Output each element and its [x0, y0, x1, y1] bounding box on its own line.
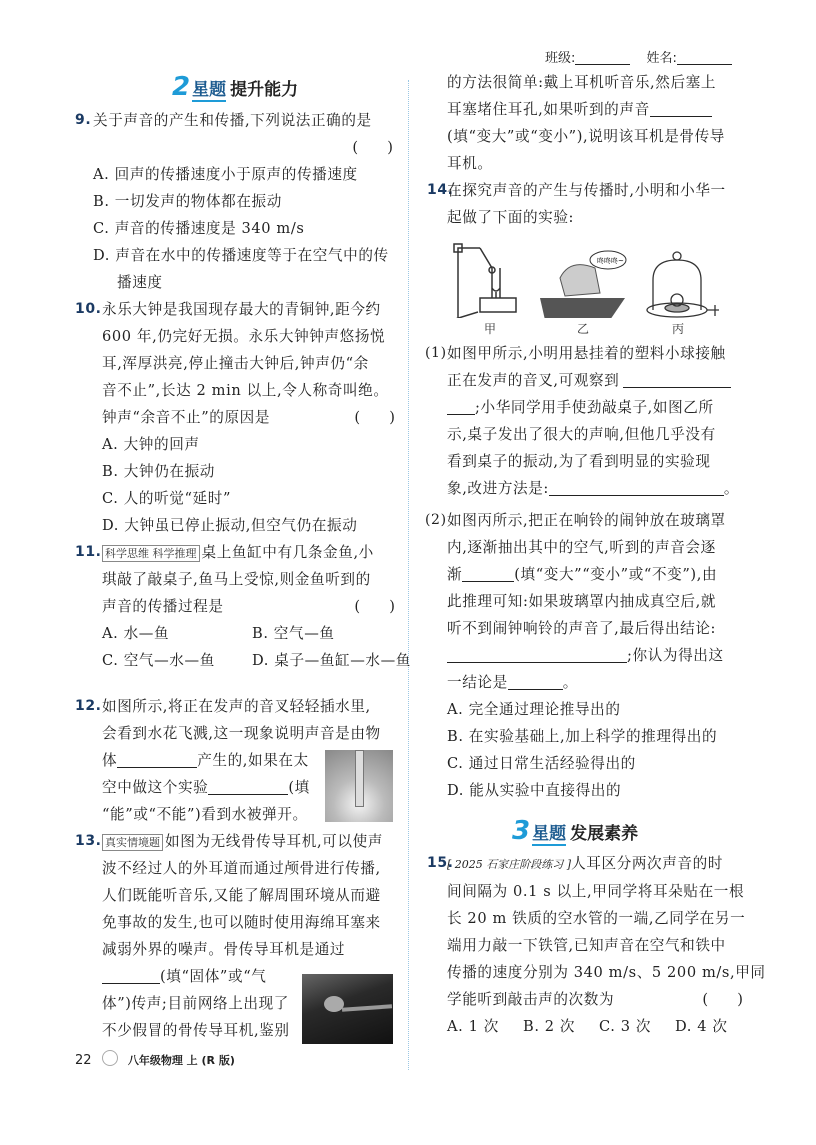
answer-bracket[interactable]: ( ) — [354, 598, 395, 615]
option-c: C. 3 次 — [599, 1018, 652, 1035]
figure-label-bing: 丙 — [672, 322, 685, 336]
figure-bing-bell-jar — [645, 250, 725, 320]
figure-jia-tuning-fork — [450, 238, 530, 318]
answer-bracket[interactable]: ( ) — [702, 991, 743, 1008]
answer-blank[interactable] — [623, 369, 731, 388]
student-info — [545, 46, 732, 66]
option-d: D. 大钟虽已停止振动,但空气仍在振动 — [102, 517, 358, 534]
option-c: C. 空气—水—鱼 — [102, 652, 215, 669]
option-d: D. 声音在水中的传播速度等于在空气中的传 — [93, 247, 389, 264]
bone-conduction-headphone-photo — [302, 974, 393, 1044]
figure-label-jia: 甲 — [484, 322, 497, 336]
option-b: B. 一切发声的物体都在振动 — [93, 193, 282, 210]
page-number: 22 — [75, 1053, 92, 1068]
answer-blank[interactable] — [650, 98, 712, 117]
option-a: A. 完全通过理论推导出的 — [447, 701, 621, 718]
answer-bracket[interactable]: ( ) — [354, 409, 395, 426]
name-label: 姓名: — [646, 51, 677, 66]
book-title: 八年级物理 上 (R 版) — [127, 1054, 235, 1067]
figure-yi-hand-knocking — [540, 248, 630, 318]
answer-blank[interactable] — [462, 563, 514, 582]
star-number-icon: 2 — [172, 72, 191, 102]
option-c: C. 声音的传播速度是 340 m/s — [93, 220, 305, 237]
option-b: B. 空气—鱼 — [252, 625, 335, 642]
option-d: D. 桌子—鱼缸—水—鱼 — [252, 652, 412, 669]
name-field[interactable] — [677, 46, 732, 65]
section-2star-title: 2 星题 提升能力 — [172, 72, 299, 102]
answer-bracket[interactable]: ( ) — [352, 139, 393, 156]
option-a: A. 回声的传播速度小于原声的传播速度 — [93, 166, 358, 183]
tag-real-scenario: 真实情境题 — [102, 834, 163, 851]
answer-blank[interactable] — [447, 644, 627, 663]
page-footer — [75, 1050, 235, 1068]
speech-bubble-text: 咚咚咚~ — [597, 257, 624, 265]
answer-blank[interactable] — [208, 776, 288, 795]
answer-blank[interactable] — [447, 396, 475, 415]
option-a: A. 1 次 — [447, 1018, 499, 1035]
class-field[interactable] — [575, 46, 630, 65]
option-c: C. 通过日常生活经验得出的 — [447, 755, 636, 772]
answer-blank[interactable] — [102, 965, 160, 984]
mascot-icon — [102, 1050, 118, 1066]
option-c: C. 人的听觉“延时” — [102, 490, 232, 507]
option-b: B. 2 次 — [523, 1018, 576, 1035]
workbook-page: 班级: 姓名: 2 星题 提升能力 9. 关于声音的产生和传播,下列说法正确的是 ( ) A. 回声的传播速度小于原声的传播速度 B. 一切发声的物体都在振动 C. 声音的传播速度是 340 m/s D. 声音在水中的传播速度等于在空气中的传 播速度 10. 永乐大钟是我国现存最大的青铜钟,距今约 600 年,仍完好无损。永乐大钟钟声悠扬悦 耳,浑厚洪亮,停止撞击大钟后,钟声仍“余 音不止”,长达 2 min 以上,令人称奇叫绝。 钟声“余音不止”的原因是 ( ) A. 大钟的回声 B. 大钟仍在振动 C. 人的听觉“延时” D. 大钟虽已停止振动,但空气仍在振动 11. 科学思维 科学推理 桌上鱼缸中有几条金鱼,小 琪敲了敲桌子,鱼马上受惊,则金鱼听到的 声音的传播过程是 ( ) A. 水—鱼 B. 空气—鱼 C. 空气—水—鱼 D. 桌子—鱼缸—水—鱼 12. 如图所示,将正在发声的音叉轻轻插水里, 会看到水花飞溅,这一现象说明声音是由物 体 产生的,如果在太 空中做这个实验 (填 “能”或“不能”)看到水被弹开。 13. 真实情境题 如图为无线骨传导耳机,可以使声 波不经过人的外耳道而通过颅骨进行传播, 人们既能听音乐,又能了解周围环境从而避 免事故的发生,也可以随时使用海绵耳塞来 减弱外界的噪声。骨传导耳机是通过 (填“固体”或“气 体”)传声;目前网络上出现了 不少假冒的骨传导耳机,鉴别 22 八年级物理 上 (R 版) 的方法很简单:戴上耳机听音乐,然后塞上 耳塞堵住耳孔,如果听到的声音 (填“变大”或“变小”),说明该耳机是骨传导 耳机。 14. 在探究声音的产生与传播时,小明和小华一 起做了下面的实验: 咚咚咚~ 甲 乙 丙 (1) 如图甲所示,小明用悬挂着的塑料小球接触 正在发声的音叉,可观察到 ;小华同学用手使劲敲桌子,如图乙所 示,桌子发出了很大的声响,但他几乎没有 看到桌子的振动,为了看到明显的实验现 象,改进方法是: 。 (2) 如图丙所示,把正在响铃的闹钟放在玻璃罩 内,逐渐抽出其中的空气,听到的声音会逐 渐 (填“变大”“变小”或“不变”),由 此推理可知:如果玻璃罩内抽成真空后,就 听不到闹钟响铃的声音了,最后得出结论: ;你认为得出这 一结论是 。 A. 完全通过理论推导出的 B. 在实验基础上,加上科学的推理得出的 C. 通过日常生活经验得出的 D. 能从实验中直接得出的 3 星题 发展素养 15. [ 2025 石家庄阶段练习 ]人耳区分两次声音的时 间间隔为 0.1 s 以上,甲同学将耳朵贴在一根 长 20 m 铁质的空水管的一端,乙同学在另一 端用力敲一下铁管,已知声音在空气和铁中 传播的速度分别为 340 m/s、5 200 m/s,甲同 学能听到敲击声的次数为 ( ) A. 1 次 B. 2 次 C. 3 次 D. 4 次 — [0, 0, 816, 1145]
source-tag: [ 2025 石家庄阶段练习 ] — [447, 858, 572, 871]
option-d: D. 4 次 — [675, 1018, 728, 1035]
column-divider — [408, 80, 409, 1070]
option-a: A. 大钟的回声 — [102, 436, 200, 453]
tag-science-thinking: 科学思维 科学推理 — [102, 545, 200, 562]
star-number-icon: 3 — [512, 816, 531, 846]
answer-blank[interactable] — [117, 749, 197, 768]
class-label: 班级: — [545, 51, 576, 66]
answer-blank[interactable] — [508, 671, 563, 690]
option-a: A. 水—鱼 — [102, 625, 170, 642]
tuning-fork-water-photo — [325, 750, 393, 822]
section-3star-title: 3 星题 发展素养 — [512, 816, 639, 846]
figure-label-yi: 乙 — [577, 322, 590, 336]
option-b: B. 大钟仍在振动 — [102, 463, 215, 480]
answer-blank[interactable] — [549, 477, 724, 496]
option-d: D. 能从实验中直接得出的 — [447, 782, 622, 799]
option-b: B. 在实验基础上,加上科学的推理得出的 — [447, 728, 718, 745]
